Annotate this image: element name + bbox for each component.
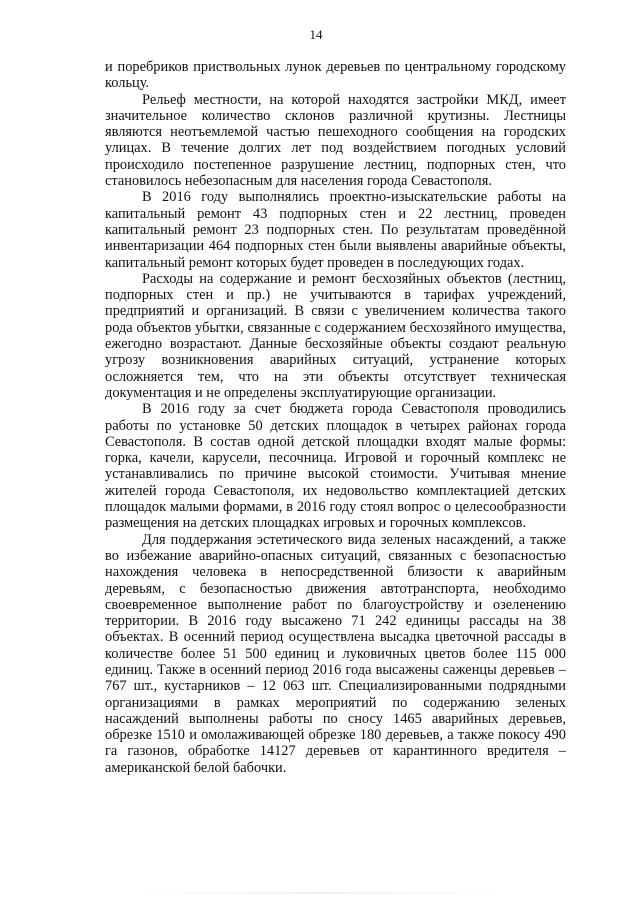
scan-artifact bbox=[120, 892, 520, 894]
paragraph-retaining-walls-repair: В 2016 году выполнялись проектно-изыскательские работы на капитальный ремонт 43 подпорных стен и 22 лестниц, проведен капитальный ремонт 23 подпорных стен. По результатам проведённой инвентаризации 464 подпорных стен были выявлены аварийные объекты, капитальный ремонт которых будет проведен в последующих годах. bbox=[105, 189, 566, 271]
paragraph-green-spaces: Для поддержания эстетического вида зеленых насаждений, а также во избежание аварийно-опасных ситуаций, связанных с безопасностью нахождения человека в непосредственной близости к аварийным деревьям, с безопасностью движения автотранспорта, необходимо своевременное выполнение работ по благоустройству и озеленению территории. В 2016 году высажено 71 242 единицы рассады на 38 объектах. В осенний период осуществлена высадка цветочной рассады в количестве более 51 500 единиц и луковичных цветов более 115 000 единиц. Также в осенний период 2016 года высажены саженцы деревьев – 767 шт., кустарников – 12 063 шт. Специализированными подрядными организациями в рамках мероприятий по содержанию зеленых насаждений выполнены работы по сносу 1465 аварийных деревьев, обрезке 1510 и омолаживающей обрезке 180 деревьев, а также покосу 490 га газонов, обработке 14127 деревьев от карантинного вредителя – американской белой бабочки. bbox=[105, 531, 566, 776]
document-body bbox=[105, 59, 566, 776]
page-number: 14 bbox=[309, 27, 323, 42]
paragraph-continuation: и поребриков приствольных лунок деревьев по центральному городскому кольцу. bbox=[105, 59, 566, 92]
paragraph-terrain-stairs: Рельеф местности, на которой находятся застройки МКД, имеет значительное количество склонов различной крутизны. Лестницы являются неотъемлемой частью пешеходного сообщения на городских улицах. В течение долгих лет под воздействием погодных условий происходило постепенное разрушение лестниц, подпорных стен, что становилось небезопасным для населения города Севастополя. bbox=[105, 91, 566, 190]
paragraph-playgrounds: В 2016 году за счет бюджета города Севастополя проводились работы по установке 50 детских площадок в четырех районах города Севастополя. В состав одной детской площадки входят малые формы: горка, качели, карусели, песочница. Игровой и горочный комплекс не устанавливались по причине высокой стоимости. Учитывая мнение жителей города Севастополя, их недовольство комплектацией детских площадок малыми формами, в 2016 году стоял вопрос о целесообразности размещения на детских площадках игровых и горочных комплексов. bbox=[105, 401, 566, 532]
paragraph-ownerless-objects: Расходы на содержание и ремонт бесхозяйных объектов (лестниц, подпорных стен и пр.) не учитываются в тарифах учреждений, предприятий и организаций. В связи с увеличением количества такого рода объектов убытки, связанные с содержанием бесхозяйного имущества, ежегодно возрастают. Данные бесхозяйные объекты создают реальную угрозу возникновения аварийных ситуаций, устранение которых осложняется тем, что на эти объекты отсутствует техническая документация и не определены эксплуатирующие организации. bbox=[105, 270, 566, 401]
